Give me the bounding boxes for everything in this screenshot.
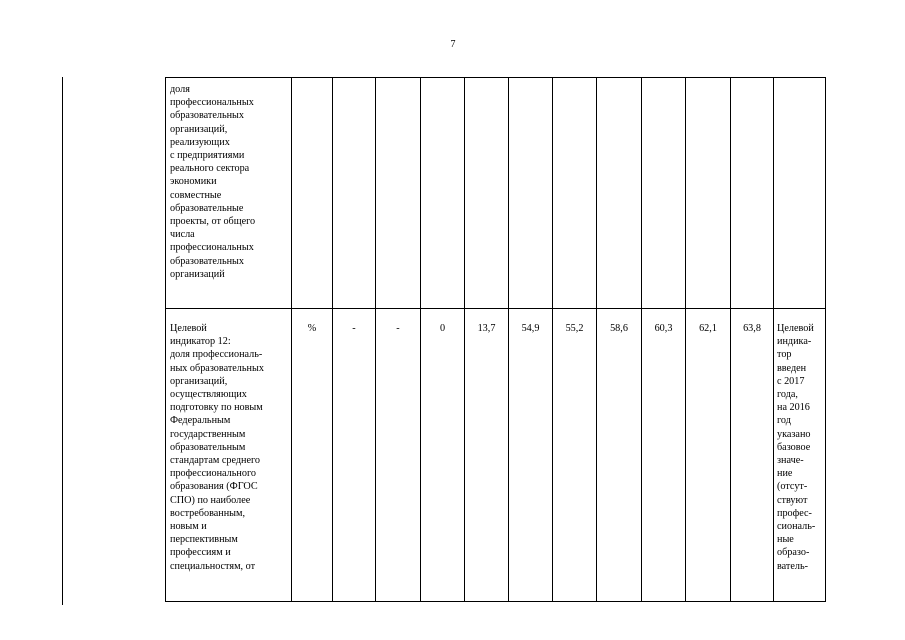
value-cell xyxy=(421,78,465,309)
value-cell: - xyxy=(376,309,421,602)
note-cell xyxy=(774,78,826,309)
value-cell xyxy=(731,78,774,309)
value-cell xyxy=(376,78,421,309)
indicator-table xyxy=(165,77,826,602)
value-cell: 63,8 xyxy=(731,309,774,602)
value-cell xyxy=(509,78,553,309)
value-cell: 0 xyxy=(421,309,465,602)
value-cell: 60,3 xyxy=(642,309,686,602)
note-text: Целевой индика- тор введен с 2017 года, на 2016 год указано базовое значе- ние (отсут- ствуют профес- сиональ- ные образо- ватель- xyxy=(777,323,816,572)
table-row xyxy=(166,309,826,602)
indicator-label: Целевой индикатор 12: доля профессиональ- ных образовательных организаций, осуществляющих подготовку по новым Федеральным государственным образовательным стандартам среднего профессионального образования (ФГОС СПО) по наиболее востребованным, новым и перспективным профессиям и специальностям, от xyxy=(170,323,264,572)
note-cell xyxy=(774,309,826,602)
unit-cell xyxy=(292,78,333,309)
value-cell xyxy=(553,78,597,309)
indicator-label: доля профессиональных образовательных организаций, реализующих с предприятиями реального сектора экономики совместные образовательные проекты, от общего числа профессиональных образовательных организаций xyxy=(170,84,256,280)
value-cell: 55,2 xyxy=(553,309,597,602)
value-cell xyxy=(597,78,642,309)
indicator-label-cell xyxy=(166,78,292,309)
value-cell: - xyxy=(333,309,376,602)
indicator-label-cell xyxy=(166,309,292,602)
value-cell xyxy=(465,78,509,309)
margin-line xyxy=(62,77,63,605)
value-cell xyxy=(686,78,731,309)
table-row xyxy=(166,78,826,309)
unit-cell: % xyxy=(292,309,333,602)
value-cell: 54,9 xyxy=(509,309,553,602)
value-cell: 58,6 xyxy=(597,309,642,602)
value-cell xyxy=(642,78,686,309)
value-cell: 62,1 xyxy=(686,309,731,602)
value-cell: 13,7 xyxy=(465,309,509,602)
value-cell xyxy=(333,78,376,309)
page-number: 7 xyxy=(450,39,456,50)
